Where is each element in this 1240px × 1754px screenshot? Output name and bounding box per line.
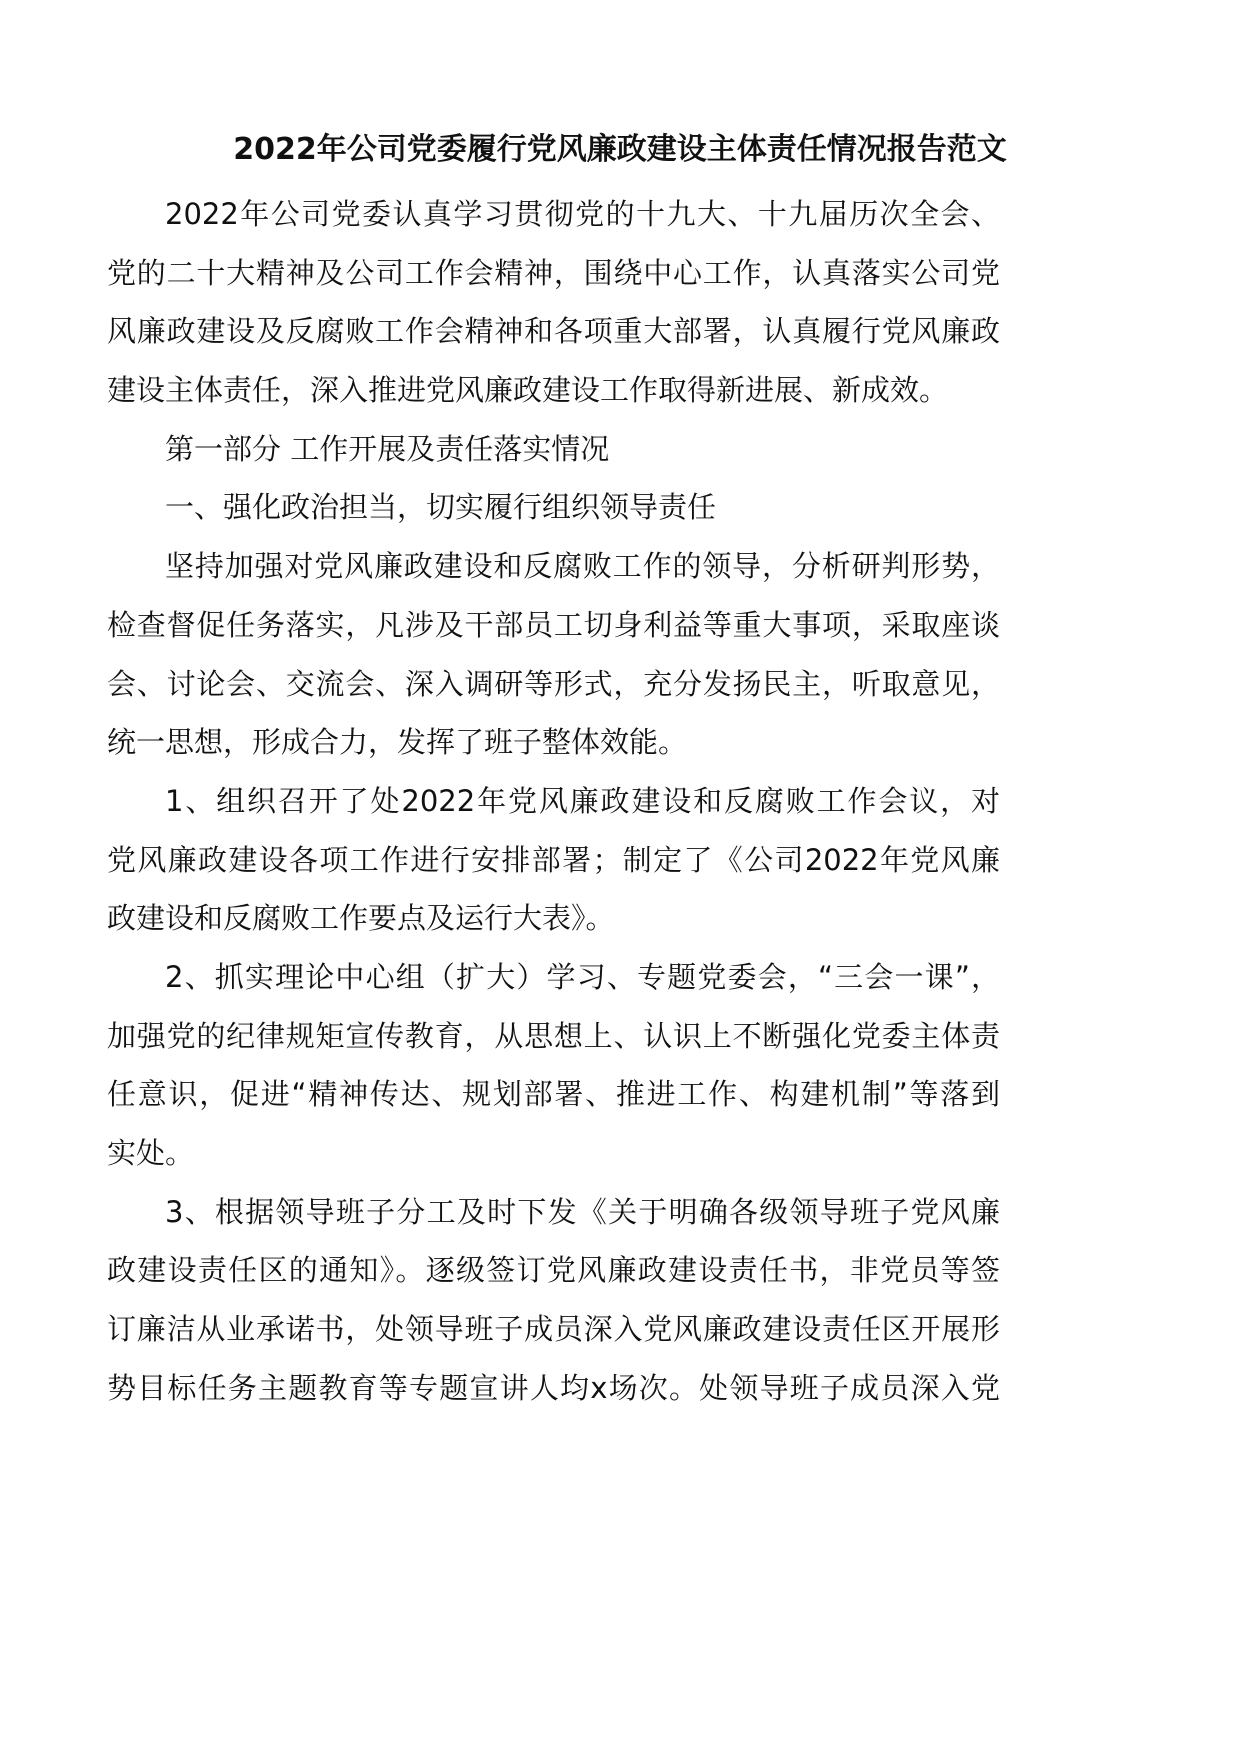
text-line: 检查督促任务落实，凡涉及干部员工切身利益等重大事项，采取座谈: [107, 607, 1000, 642]
text-line: 党的二十大精神及公司工作会精神，围绕中心工作，认真落实公司党: [107, 255, 1000, 290]
text-line: 1、组织召开了处2022年党风廉政建设和反腐败工作会议，对: [165, 783, 1000, 818]
text-line: 风廉政建设及反腐败工作会精神和各项重大部署，认真履行党风廉政: [107, 314, 1000, 349]
text-line: 会、讨论会、交流会、深入调研等形式，充分发扬民主，听取意见，: [107, 666, 1000, 701]
text-line: 党风廉政建设各项工作进行安排部署；制定了《公司2022年党风廉: [107, 842, 1000, 877]
text-line: 政建设和反腐败工作要点及运行大表》。: [107, 901, 615, 936]
text-line: 任意识，促进“精神传达、规划部署、推进工作、构建机制”等落到: [107, 1077, 1000, 1112]
text-line: 2022年公司党委认真学习贯彻党的十九大、十九届历次全会、: [165, 197, 1000, 231]
text-line: 政建设责任区的通知》。逐级签订党风廉政建设责任书，非党员等签: [107, 1253, 1000, 1288]
text-line: 实处。: [107, 1136, 195, 1170]
text-line: 加强党的纪律规矩宣传教育，从思想上、认识上不断强化党委主体责: [107, 1018, 1000, 1053]
text-line: 一、强化政治担当，切实履行组织领导责任: [165, 490, 717, 525]
text-line: 坚持加强对党风廉政建设和反腐败工作的领导，分析研判形势，: [165, 549, 1000, 584]
text-line: 统一思想，形成合力，发挥了班子整体效能。: [107, 725, 688, 760]
text-line: 建设主体责任，深入推进党风廉政建设工作取得新进展、新成效。: [107, 373, 949, 408]
text-line: 3、根据领导班子分工及时下发《关于明确各级领导班子党风廉: [165, 1194, 1000, 1229]
text-line: 势目标任务主题教育等专题宣讲人均x场次。处领导班子成员深入党: [107, 1370, 1000, 1405]
text-line: 第一部分 工作开展及责任落实情况: [165, 431, 610, 466]
text-line: 订廉洁从业承诺书，处领导班子成员深入党风廉政建设责任区开展形: [107, 1312, 1000, 1347]
text-line: 2、抓实理论中心组（扩大）学习、专题党委会，“三会一课”，: [165, 959, 1000, 994]
document-body: [107, 190, 1000, 1422]
document-title: 2022年公司党委履行党风廉政建设主体责任情况报告范文: [233, 132, 1007, 167]
